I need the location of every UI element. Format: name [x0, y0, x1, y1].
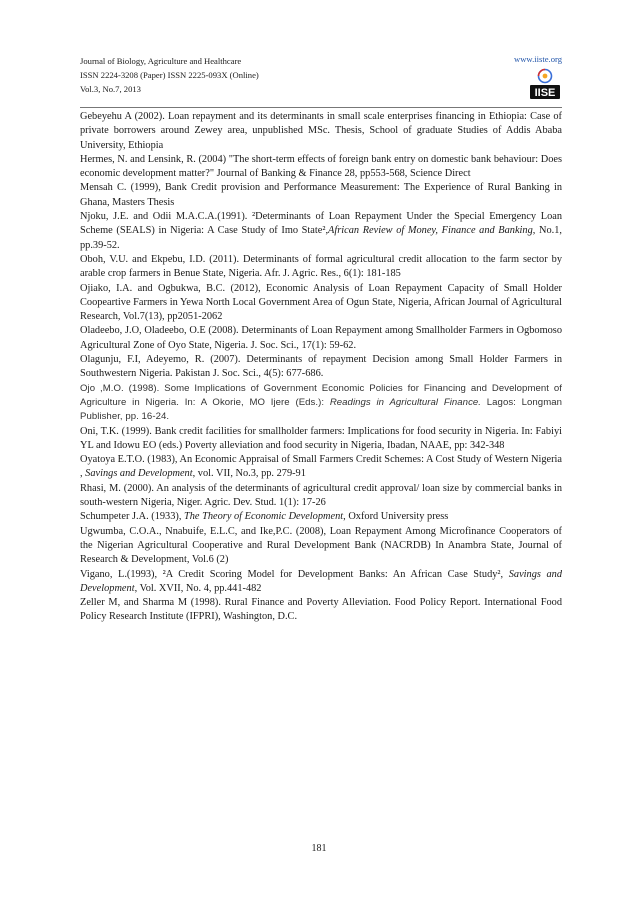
logo-text: IISE [534, 87, 556, 99]
reference-entry [80, 482, 562, 511]
reference-text: Oladeebo, J.O, Oladeebo, O.E (2008). Determinants of Loan Repayment among Smallholder Farmers in Ogbomoso Agricultural Zone of Oyo State, Nigeria. J. Soc. Sci., 17(1): 59-62. [80, 325, 562, 351]
reference-text: , Oxford University press [343, 511, 449, 523]
reference-entry [80, 324, 562, 353]
reference-text: Zeller M, and Sharma M (1998). Rural Finance and Poverty Alleviation. Food Policy Report. International Food Policy Research Institute (IFPRI), Washington, D.C. [80, 597, 562, 623]
reference-text: Oni, T.K. (1999). Bank credit facilities for smallholder farmers: Implications for food security in Nigeria. In: Fabiyi YL and Idowu EO (eds.) Poverty alleviation and food security in Nigeria, Ibadan, NAAE, pp: 342-348 [80, 425, 562, 451]
reference-text: , Vol. XVII, No. 4, pp.441-482 [134, 582, 262, 594]
reference-entry [80, 525, 562, 568]
reference-text: , No.1, pp.39-52. [80, 225, 562, 251]
reference-entry [80, 153, 562, 182]
reference-italic-text: Readings in Agricultural Finance. [329, 396, 482, 408]
header-rule [80, 107, 562, 108]
reference-italic-text: African Review of Money, Finance and Banking [328, 225, 533, 237]
reference-text: Olagunju, F.I, Adeyemo, R. (2007). Determinants of repayment Decision among Small Holder Farmers in Southwestern Nigeria. Pakistan J. Soc. Sci., 4(5): 677-686. [80, 354, 562, 380]
reference-entry [80, 210, 562, 253]
reference-italic-text: The Theory of Economic Development [184, 511, 344, 523]
volume-line: Vol.3, No.7, 2013 [80, 84, 141, 94]
reference-italic-text: Savings and Development [80, 568, 563, 594]
reference-text: Ugwumba, C.O.A., Nnabuife, E.L.C, and Ike,P.C. (2008), Loan Repayment Among Microfinance Cooperators of the Nigerian Agricultural Cooperative and Rural Development Bank (NACRDB) In Anambra State, Journal of Research & Development, Vol.6 (2) [80, 525, 562, 566]
reference-text: Schumpeter J.A. (1933), [80, 511, 184, 523]
reference-entry [80, 282, 562, 325]
reference-entry [80, 110, 562, 153]
reference-text: Njoku, J.E. and Odii M.A.C.A.(1991). ²Determinants of Loan Repayment Under the Special Emergency Loan Scheme (SEALS) in Nigeria: A Case Study of Imo State², [80, 211, 562, 237]
reference-entry [80, 353, 562, 382]
iiste-logo-icon [528, 68, 562, 101]
reference-entry [80, 453, 562, 482]
reference-text: Rhasi, M. (2000). An analysis of the determinants of agricultural credit approval/ loan size by commercial banks in south-western Nigeria, Niger. Agric. Dev. Stud. 1(1): 17-26 [80, 482, 562, 509]
journal-title: Journal of Biology, Agriculture and Healthcare [80, 56, 242, 66]
reference-text: Ojiako, I.A. and Ogbukwa, B.C. (2012), Economic Analysis of Loan Repayment Capacity of Small Holder Coopeartive Farmers in Yewa North Local Government Area of Ogun State, Nigeria, African Journal of Agricultural Research, Vol.7(13), pp2051-2062 [80, 282, 562, 323]
reference-text: Ojo ,M.O. (1998). Some Implications of Government Economic Policies for Financing and Development of Agriculture in Nigeria. In: A Okorie, MO Ijere (Eds.): [80, 382, 562, 408]
reference-entry [80, 596, 562, 625]
page-number: 181 [311, 843, 327, 854]
reference-text: Oyatoya E.T.O. (1983), An Economic Appraisal of Small Farmers Credit Schemes: A Cost Study of Western Nigeria , [80, 454, 562, 480]
reference-text: , vol. VII, No.3, pp. 279-91 [192, 468, 306, 480]
reference-entry [80, 382, 562, 425]
reference-entry [80, 253, 562, 282]
reference-entry [80, 181, 562, 210]
reference-italic-text: Savings and Development [85, 468, 193, 480]
reference-text: Hermes, N. and Lensink, R. (2004) "The short-term effects of foreign bank entry on domestic bank behaviour: Does economic development matter?" Journal of Banking & Finance 28, pp553-568, Science Direct [80, 153, 562, 180]
reference-list [80, 110, 562, 625]
reference-text: Mensah C. (1999), Bank Credit provision and Performance Measurement: The Experience of Rural Banking in Ghana, Masters Thesis [80, 182, 562, 208]
reference-entry [80, 568, 562, 597]
reference-text: Oboh, V.U. and Ekpebu, I.D. (2011). Determinants of formal agricultural credit allocation to the farm sector by arable crop farmers in Benue State, Nigeria. Afr. J. Agric. Res., 6(1): 181-185 [80, 253, 562, 280]
reference-entry [80, 510, 562, 524]
reference-text: Lagos: Longman Publisher, pp. 16-24. [80, 396, 563, 423]
page-header [80, 54, 562, 104]
issn-line: ISSN 2224-3208 (Paper) ISSN 2225-093X (Online) [80, 70, 259, 80]
reference-text: Gebeyehu A (2002). Loan repayment and its determinants in small scale enterprises financing in Ethiopia: Case of private borrowers around Zewey area, unpublished MSc. Thesis, School of graduate Studies of Addis Ababa University, Ethiopia [80, 111, 562, 151]
reference-entry [80, 425, 562, 454]
reference-text: Vigano, L.(1993), ²A Credit Scoring Model for Development Banks: An African Case Study², [80, 568, 509, 580]
journal-url[interactable]: www.iiste.org [514, 54, 562, 64]
